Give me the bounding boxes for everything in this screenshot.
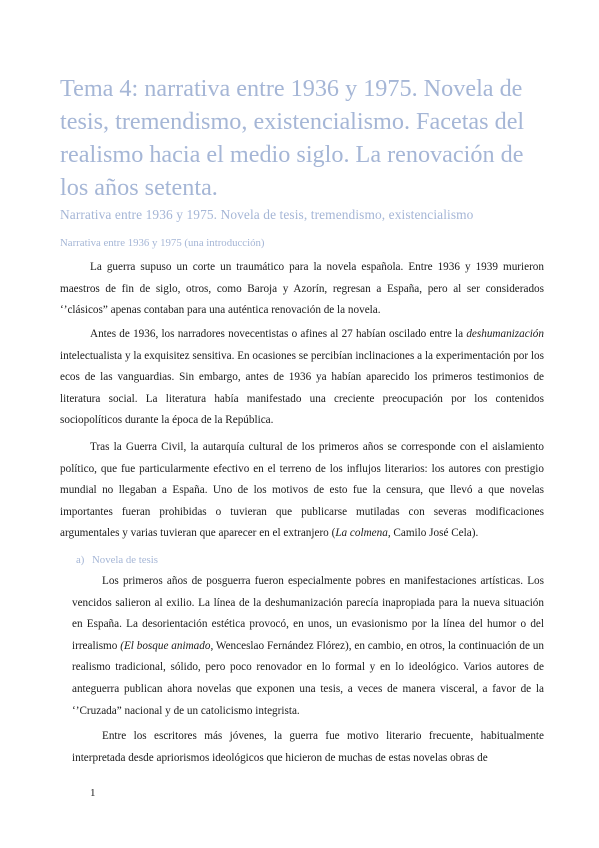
paragraph-5: Entre los escritores más jóvenes, la guerra fue motivo literario frecuente, habitualmente interpretada desde apriorismos ideológicos que hicieron de muchas de estas novelas obras de — [72, 730, 544, 764]
page-number: 1 — [90, 787, 96, 799]
paragraph-3-part-1: Tras la Guerra Civil, la autarquía cultural de los primeros años se corresponde con el aislamiento político, que fue particularmente efectivo en el terreno de los influjos literarios: los autores con prestigio mundial no llegaban a España. Uno de los motivos de esto fue la censura, que llevó a que novelas importantes fueran prohibidas o tuvieran que publicarse mutiladas con severas modificaciones argumentales y varias tuvieran que aparecer en el extranjero ( — [60, 441, 544, 540]
paragraph-2-italic: deshumanización — [466, 328, 544, 340]
paragraph-3-part-2: Camilo José Cela). — [390, 527, 479, 540]
section-heading: Narrativa entre 1936 y 1975 (una introducción) — [60, 237, 265, 249]
paragraph-2-part-2: intelectualista y la exquisitez sensitiva. En ocasiones se percibían inclinaciones a la experimentación por los ecos de las vanguardias. Sin embargo, antes de 1936 ya habían aparecido los primeros testimonios de literatura social. La literatura había manifestado una creciente preocupación por los contenidos sociopolíticos durante la época de la República. — [60, 349, 544, 427]
document-title: Tema 4: narrativa entre 1936 y 1975. Novela de tesis, tremendismo, existencialismo. Facetas del realismo hacia el medio siglo. La renovación de los años setenta. — [60, 75, 525, 201]
paragraph-2-part-1: Antes de 1936, los narradores novecentistas o afines al 27 habían oscilado entre la — [90, 328, 467, 340]
document-subtitle: Narrativa entre 1936 y 1975. Novela de tesis, tremendismo, existencialismo — [60, 207, 474, 222]
paragraph-3 — [60, 437, 544, 545]
paragraph-3-italic: La colmena, — [335, 527, 391, 540]
paragraph-4-part-2: Wenceslao Fernández Flórez), en cambio, en otros, la continuación de un realismo tradicional, sólido, pero poco renovador en lo formal y en lo ideológico. Varios autores de anteguerra publican ahora novelas que exponen una tesis, a veces de manera visceral, a favor de la ‘’Cruzada” nacional y de un catolicismo integrista. — [72, 639, 544, 717]
list-label: Novela de tesis — [92, 554, 158, 566]
paragraph-1: La guerra supuso un corte un traumático para la novela española. Entre 1936 y 1939 murieron maestros de fin de siglo, otros, como Baroja y Azorín, regresan a España, pero al ser considerados ‘’clásicos” apenas contaban para una auténtica renovación de la novela. — [60, 261, 544, 317]
list-marker: a) — [76, 554, 85, 566]
list-heading-novela-de-tesis — [76, 553, 158, 567]
paragraph-4-italic: (El bosque animado, — [120, 639, 214, 652]
paragraph-2 — [60, 324, 544, 432]
paragraph-4 — [72, 571, 544, 722]
paragraph-4-part-1: Los primeros años de posguerra fueron especialmente pobres en manifestaciones artísticas. Los vencidos salieron al exilio. La línea de la deshumanización parecía inapropiada para la nueva situación en España. La desorientación estética provocó, en unos, un evasionismo por la línea del humor o del irrealismo — [72, 575, 544, 652]
